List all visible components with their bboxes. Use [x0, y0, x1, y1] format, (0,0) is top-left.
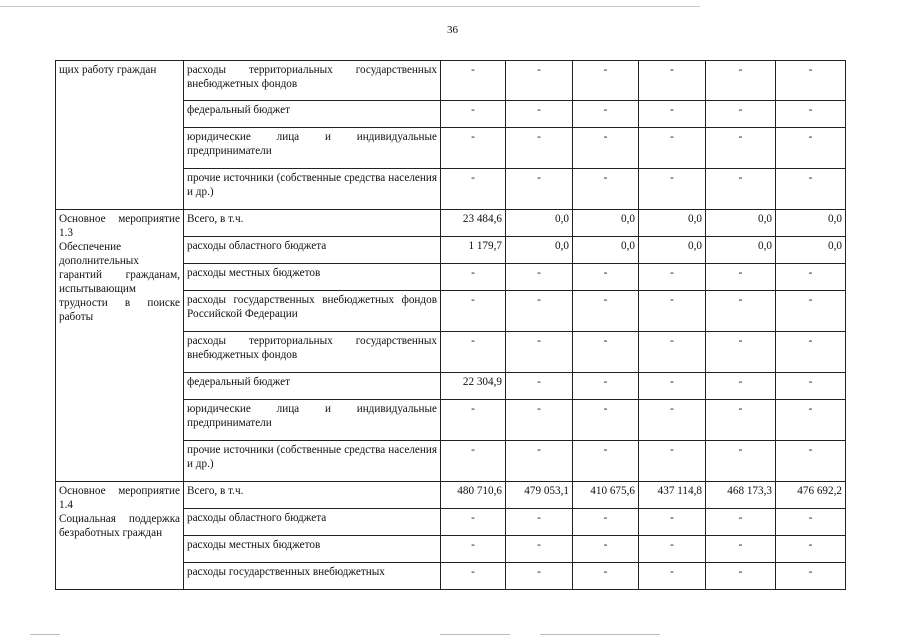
amount-cell: - [441, 264, 506, 291]
amount-cell: - [639, 373, 706, 400]
amount-cell: - [506, 441, 573, 482]
amount-cell: 0,0 [506, 210, 573, 237]
amount-cell: - [639, 61, 706, 101]
amount-cell: - [573, 400, 639, 441]
amount-cell: 0,0 [776, 210, 846, 237]
amount-cell: - [506, 373, 573, 400]
amount-cell: - [639, 563, 706, 590]
amount-cell: - [639, 332, 706, 373]
amount-cell: - [441, 128, 506, 169]
funding-source-cell: расходы местных бюджетов [184, 264, 441, 291]
amount-cell: 480 710,6 [441, 482, 506, 509]
amount-cell: - [639, 400, 706, 441]
amount-cell: - [776, 291, 846, 332]
amount-cell: - [506, 332, 573, 373]
amount-cell: 0,0 [573, 210, 639, 237]
amount-cell: - [441, 563, 506, 590]
amount-cell: - [706, 128, 776, 169]
page-number: 36 [447, 24, 458, 36]
funding-source-cell: расходы государственных внебюджетных [184, 563, 441, 590]
amount-cell: - [639, 509, 706, 536]
amount-cell: - [506, 509, 573, 536]
measure-cell [56, 210, 184, 482]
funding-source-cell: расходы областного бюджета [184, 509, 441, 536]
funding-source-cell: расходы местных бюджетов [184, 536, 441, 563]
measure-title: Основное мероприятие 1.3 [59, 213, 180, 239]
amount-cell: - [573, 61, 639, 101]
amount-cell: - [639, 101, 706, 128]
table-row [56, 482, 846, 509]
funding-source-cell: расходы областного бюджета [184, 237, 441, 264]
amount-cell: - [441, 509, 506, 536]
amount-cell: - [776, 101, 846, 128]
amount-cell: - [573, 169, 639, 210]
amount-cell: - [573, 563, 639, 590]
amount-cell: 479 053,1 [506, 482, 573, 509]
amount-cell: 0,0 [776, 237, 846, 264]
amount-cell: - [506, 128, 573, 169]
amount-cell: - [573, 101, 639, 128]
amount-cell: 476 692,2 [776, 482, 846, 509]
scan-mark [540, 634, 660, 635]
funding-source-cell: федеральный бюджет [184, 101, 441, 128]
amount-cell: 0,0 [706, 210, 776, 237]
amount-cell: - [506, 291, 573, 332]
amount-cell: 0,0 [639, 210, 706, 237]
amount-cell: - [706, 61, 776, 101]
funding-source-cell: Всего, в т.ч. [184, 210, 441, 237]
amount-cell: - [776, 128, 846, 169]
amount-cell: - [441, 332, 506, 373]
amount-cell: - [573, 291, 639, 332]
amount-cell: - [506, 61, 573, 101]
funding-source-cell: расходы государственных внебюджетных фондов Российской Федерации [184, 291, 441, 332]
amount-cell: - [776, 400, 846, 441]
top-rule [0, 6, 700, 7]
amount-cell: 0,0 [706, 237, 776, 264]
amount-cell: - [441, 400, 506, 441]
amount-cell: - [573, 536, 639, 563]
amount-cell: 22 304,9 [441, 373, 506, 400]
amount-cell: - [706, 169, 776, 210]
amount-cell: - [706, 373, 776, 400]
amount-cell: - [706, 441, 776, 482]
funding-source-cell: федеральный бюджет [184, 373, 441, 400]
amount-cell: - [506, 536, 573, 563]
amount-cell: - [639, 536, 706, 563]
table-row [56, 210, 846, 237]
scan-mark [30, 634, 60, 635]
funding-source-cell: расходы территориальных государственных внебюджетных фондов [184, 61, 441, 101]
amount-cell: - [573, 441, 639, 482]
scan-artifacts [0, 634, 905, 636]
amount-cell: - [506, 400, 573, 441]
funding-source-cell: Всего, в т.ч. [184, 482, 441, 509]
amount-cell: - [639, 441, 706, 482]
amount-cell: - [573, 373, 639, 400]
amount-cell: - [776, 373, 846, 400]
amount-cell: 1 179,7 [441, 237, 506, 264]
amount-cell: - [441, 61, 506, 101]
funding-source-cell: юридические лица и индивидуальные предприниматели [184, 400, 441, 441]
amount-cell: - [706, 400, 776, 441]
amount-cell: - [639, 169, 706, 210]
amount-cell: 23 484,6 [441, 210, 506, 237]
amount-cell: - [706, 536, 776, 563]
amount-cell: - [776, 61, 846, 101]
amount-cell: 0,0 [573, 237, 639, 264]
scan-mark [440, 634, 510, 635]
amount-cell: - [706, 563, 776, 590]
amount-cell: - [639, 291, 706, 332]
amount-cell: - [506, 563, 573, 590]
amount-cell: - [441, 441, 506, 482]
amount-cell: 410 675,6 [573, 482, 639, 509]
amount-cell: - [506, 169, 573, 210]
measure-description: Обеспечение дополнительных гарантий гражданам, испытывающим трудности в поиске работы [59, 241, 180, 323]
measure-title: щих работу граждан [59, 64, 157, 76]
amount-cell: - [506, 264, 573, 291]
amount-cell: - [639, 264, 706, 291]
amount-cell: - [776, 264, 846, 291]
amount-cell: - [441, 169, 506, 210]
amount-cell: - [506, 101, 573, 128]
amount-cell: - [706, 264, 776, 291]
amount-cell: - [573, 128, 639, 169]
amount-cell: - [776, 563, 846, 590]
funding-table [55, 60, 846, 590]
amount-cell: - [573, 264, 639, 291]
measure-description: Социальная поддержка безработных граждан [59, 513, 180, 539]
amount-cell: - [573, 332, 639, 373]
measure-cell [56, 482, 184, 590]
amount-cell: - [706, 101, 776, 128]
amount-cell: 468 173,3 [706, 482, 776, 509]
amount-cell: - [441, 291, 506, 332]
amount-cell: 0,0 [639, 237, 706, 264]
amount-cell: - [776, 536, 846, 563]
amount-cell: 0,0 [506, 237, 573, 264]
amount-cell: 437 114,8 [639, 482, 706, 509]
funding-source-cell: прочие источники (собственные средства населения и др.) [184, 169, 441, 210]
amount-cell: - [776, 169, 846, 210]
amount-cell: - [706, 291, 776, 332]
funding-source-cell: юридические лица и индивидуальные предприниматели [184, 128, 441, 169]
amount-cell: - [639, 128, 706, 169]
amount-cell: - [441, 536, 506, 563]
funding-source-cell: прочие источники (собственные средства населения и др.) [184, 441, 441, 482]
amount-cell: - [706, 509, 776, 536]
amount-cell: - [776, 509, 846, 536]
amount-cell: - [776, 332, 846, 373]
amount-cell: - [441, 101, 506, 128]
amount-cell: - [573, 509, 639, 536]
amount-cell: - [776, 441, 846, 482]
table-row [56, 61, 846, 101]
funding-source-cell: расходы территориальных государственных внебюджетных фондов [184, 332, 441, 373]
measure-cell [56, 61, 184, 210]
amount-cell: - [706, 332, 776, 373]
measure-title: Основное мероприятие 1.4 [59, 485, 180, 511]
